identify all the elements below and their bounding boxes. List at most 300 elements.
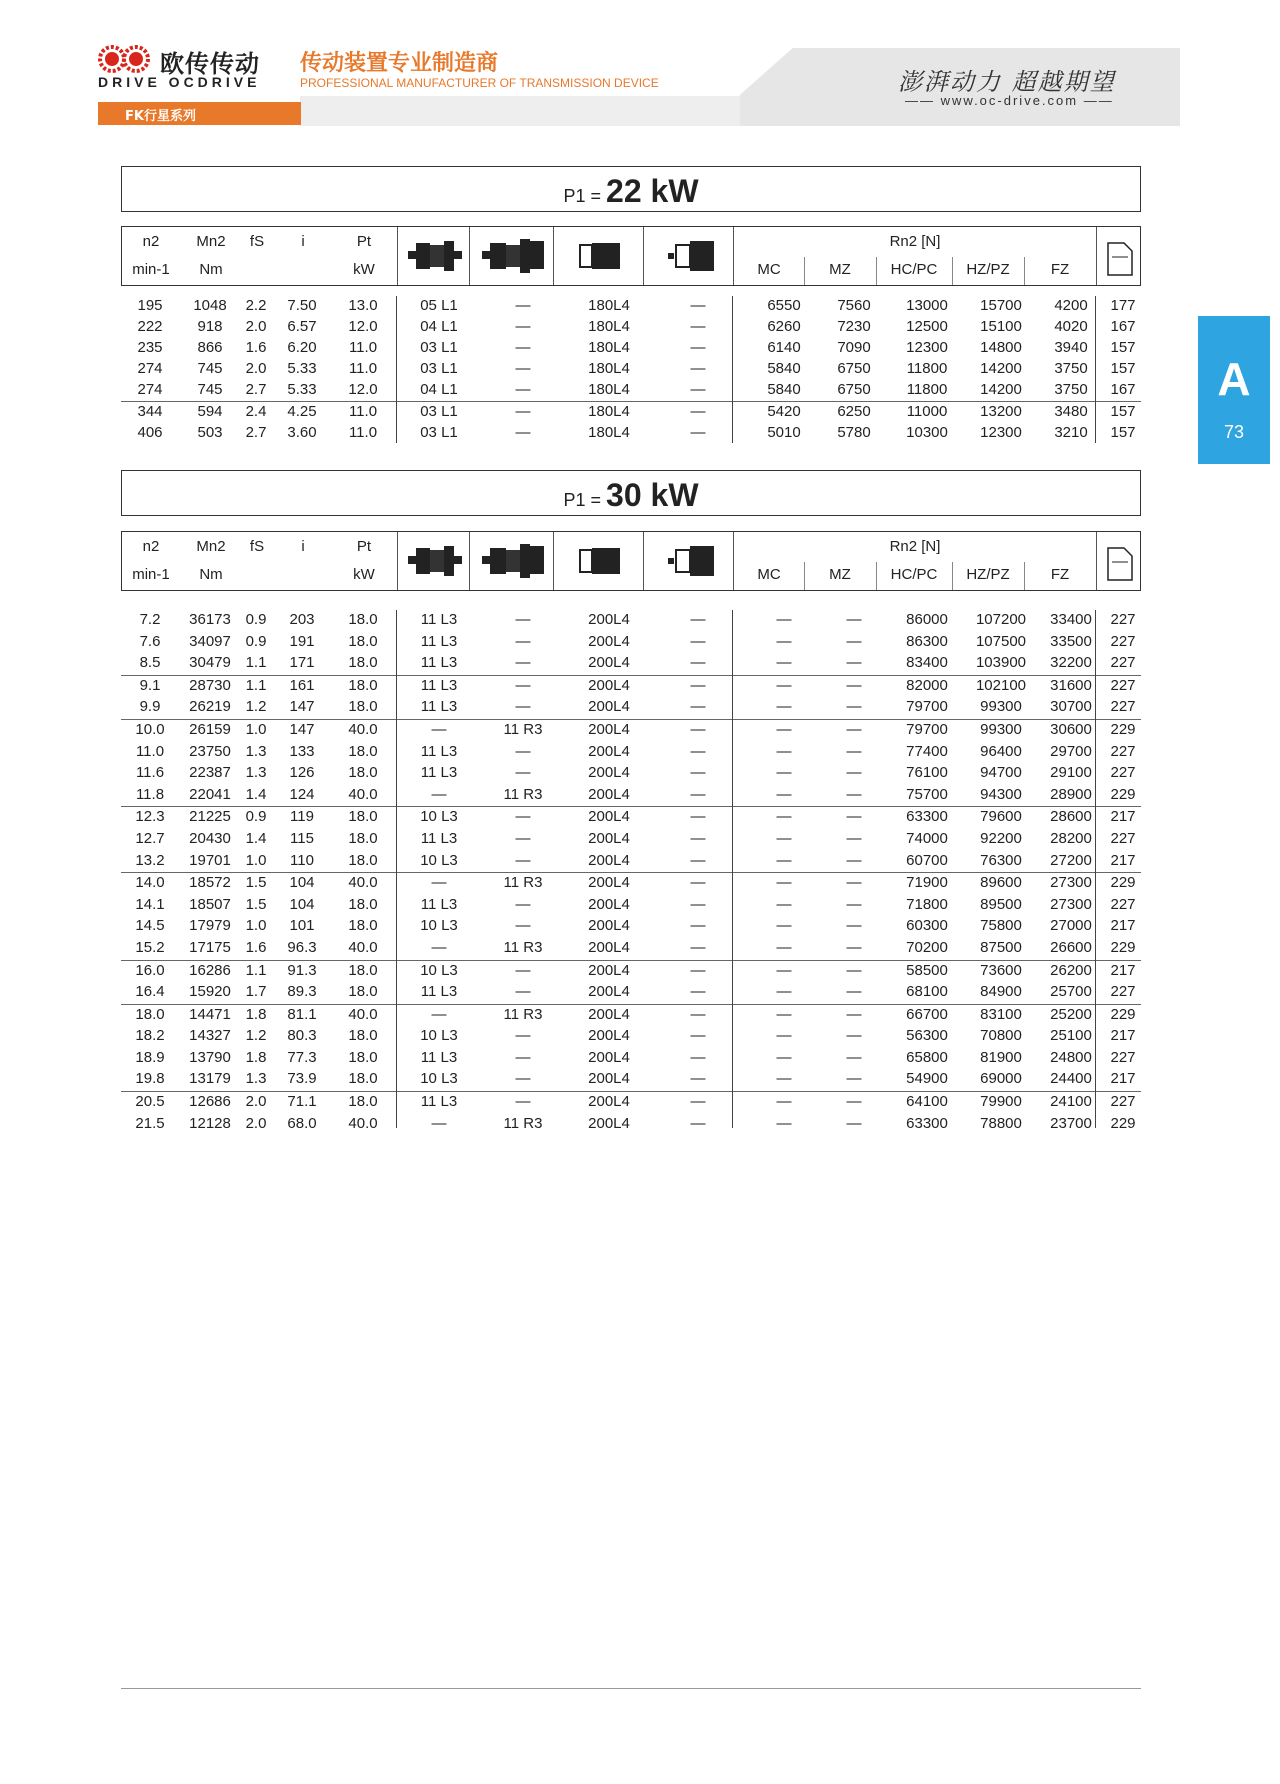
- cell-mz: 6750: [837, 381, 871, 398]
- brand-name-cn: 欧传传动: [160, 50, 260, 78]
- cell-n2: 9.1: [139, 676, 161, 694]
- cell-motor: 200L4: [588, 1005, 630, 1023]
- power-prefix: P1 =: [563, 186, 602, 206]
- cell-mn2: 13179: [189, 1070, 231, 1088]
- cell-inline-size: —: [431, 785, 447, 803]
- cell-foot-size: —: [515, 403, 531, 420]
- cell-hcpc: 11000: [906, 403, 948, 420]
- cell-fz: 27300: [1050, 874, 1092, 892]
- cell-fs: 2.7: [245, 424, 267, 441]
- cell-motor: 200L4: [588, 720, 630, 738]
- cell-n2: 11.0: [135, 742, 165, 760]
- cell-inline-size: 03 L1: [420, 339, 458, 356]
- cell-mc: —: [776, 676, 792, 694]
- gearbox-foot-icon: [482, 239, 544, 273]
- series-label: FK行星系列: [125, 109, 196, 124]
- cell-hcpc: 79700: [906, 720, 948, 738]
- cell-pt: 18.0: [348, 764, 378, 782]
- cell-mc: 6140: [767, 339, 801, 356]
- table-row: [121, 895, 1141, 917]
- cell-i: 89.3: [287, 983, 317, 1001]
- col-fs: fS: [249, 538, 265, 555]
- col-n2-unit: min-1: [132, 566, 170, 583]
- cell-hcpc: 82000: [906, 676, 948, 694]
- cell-fs: 1.6: [245, 938, 267, 956]
- cell-n2: 14.0: [135, 874, 165, 892]
- cell-foot-size: —: [515, 742, 531, 760]
- cell-fs: 1.1: [245, 961, 267, 979]
- cell-mz: —: [846, 720, 862, 738]
- cell-foot-size: 11 R3: [503, 720, 543, 738]
- cell-mz: —: [846, 742, 862, 760]
- col-pt: Pt: [356, 538, 372, 555]
- cell-motor: 200L4: [588, 961, 630, 979]
- cell-hzpz: 14200: [980, 381, 1022, 398]
- col-fs: fS: [249, 233, 265, 250]
- cell-i: 101: [289, 917, 315, 935]
- cell-mz: 7230: [837, 318, 871, 335]
- table-row: [121, 785, 1141, 807]
- table-row: [121, 763, 1141, 785]
- cell-motor-foot: —: [690, 1114, 706, 1132]
- cell-mc: 6550: [767, 297, 801, 314]
- dimension-page-icon: [1106, 542, 1134, 582]
- cell-pt: 11.0: [348, 360, 378, 377]
- cell-mn2: 30479: [189, 654, 231, 672]
- cell-fs: 1.0: [245, 851, 267, 869]
- cell-i: 71.1: [287, 1093, 317, 1111]
- cell-mz: 5780: [837, 424, 871, 441]
- cell-mn2: 14471: [189, 1005, 231, 1023]
- cell-mz: 6250: [837, 403, 871, 420]
- cell-dim: 227: [1110, 698, 1136, 716]
- cell-dim: 227: [1110, 742, 1136, 760]
- cell-inline-size: 11 L3: [420, 983, 458, 1001]
- table-row: [121, 401, 1141, 423]
- col-fz: FZ: [1050, 566, 1070, 583]
- cell-i: 6.20: [287, 339, 317, 356]
- cell-motor-foot: —: [690, 381, 706, 398]
- column-header-22: [121, 226, 1141, 286]
- cell-n2: 19.8: [135, 1070, 165, 1088]
- cell-inline-size: —: [431, 720, 447, 738]
- col-mc: MC: [757, 566, 781, 583]
- cell-pt: 40.0: [348, 1114, 378, 1132]
- table-row: [121, 719, 1141, 742]
- col-pt-unit: kW: [353, 261, 375, 278]
- cell-hzpz: 96400: [980, 742, 1022, 760]
- power-title-22: [122, 173, 1140, 210]
- cell-i: 6.57: [287, 318, 317, 335]
- cell-mc: —: [776, 1114, 792, 1132]
- cell-n2: 235: [137, 339, 163, 356]
- cell-foot-size: —: [515, 983, 531, 1001]
- cell-fs: 2.4: [245, 403, 267, 420]
- cell-mc: 6260: [767, 318, 801, 335]
- table-row: [121, 916, 1141, 938]
- cell-hcpc: 76100: [906, 764, 948, 782]
- cell-fz: 24800: [1050, 1048, 1092, 1066]
- cell-mn2: 594: [197, 403, 223, 420]
- table-30kw: [121, 610, 1141, 1135]
- section-tab: [1198, 316, 1270, 464]
- cell-fs: 1.1: [245, 676, 267, 694]
- cell-inline-size: 10 L3: [420, 851, 458, 869]
- cell-n2: 18.9: [135, 1048, 165, 1066]
- cell-motor: 200L4: [588, 917, 630, 935]
- cell-motor: 200L4: [588, 611, 630, 628]
- cell-hcpc: 54900: [906, 1070, 948, 1088]
- cell-n2: 8.5: [139, 654, 161, 672]
- cell-motor: 200L4: [588, 742, 630, 760]
- cell-foot-size: 11 R3: [503, 1114, 543, 1132]
- cell-motor: 200L4: [588, 895, 630, 913]
- table-row: [121, 653, 1141, 675]
- cell-inline-size: 11 L3: [420, 632, 458, 650]
- cell-n2: 344: [137, 403, 163, 420]
- cell-mz: —: [846, 1093, 862, 1111]
- cell-motor-foot: —: [690, 424, 706, 441]
- cell-hzpz: 94300: [980, 785, 1022, 803]
- cell-n2: 195: [137, 297, 163, 314]
- website-url: —— www.oc-drive.com ——: [905, 93, 1114, 108]
- gearbox-inline-icon: [408, 239, 462, 273]
- cell-hzpz: 15700: [980, 297, 1022, 314]
- cell-pt: 13.0: [348, 297, 378, 314]
- cell-n2: 10.0: [135, 720, 165, 738]
- cell-hcpc: 79700: [906, 698, 948, 716]
- cell-fz: 27000: [1050, 917, 1092, 935]
- cell-motor-foot: —: [690, 403, 706, 420]
- cell-hcpc: 75700: [906, 785, 948, 803]
- cell-mn2: 12128: [189, 1114, 231, 1132]
- cell-pt: 12.0: [348, 318, 378, 335]
- table-row: [121, 1069, 1141, 1091]
- column-divider: [1095, 296, 1096, 443]
- cell-dim: 217: [1110, 808, 1136, 826]
- cell-fz: 3940: [1054, 339, 1088, 356]
- cell-pt: 18.0: [348, 961, 378, 979]
- cell-mc: —: [776, 1070, 792, 1088]
- cell-mz: —: [846, 961, 862, 979]
- cell-n2: 13.2: [135, 851, 165, 869]
- cell-hcpc: 11800: [906, 381, 948, 398]
- cell-fz: 4200: [1054, 297, 1088, 314]
- cell-inline-size: 03 L1: [420, 360, 458, 377]
- cell-mc: 5840: [767, 360, 801, 377]
- cell-dim: 227: [1110, 1093, 1136, 1111]
- cell-hzpz: 107200: [975, 611, 1027, 628]
- cell-fs: 1.1: [245, 654, 267, 672]
- cell-fs: 1.4: [245, 785, 267, 803]
- table-row: [121, 1114, 1141, 1136]
- cell-dim: 157: [1110, 360, 1136, 377]
- cell-inline-size: 10 L3: [420, 961, 458, 979]
- cell-foot-size: —: [515, 961, 531, 979]
- cell-hzpz: 70800: [980, 1027, 1022, 1045]
- cell-motor-foot: —: [690, 1093, 706, 1111]
- tagline-cn: 传动装置专业制造商: [300, 51, 499, 76]
- cell-fz: 33500: [1050, 632, 1092, 650]
- column-divider: [1095, 610, 1096, 1128]
- table-row: [121, 742, 1141, 764]
- cell-hcpc: 56300: [906, 1027, 948, 1045]
- cell-hzpz: 103900: [975, 654, 1027, 672]
- cell-foot-size: —: [515, 611, 531, 628]
- cell-hcpc: 11800: [906, 360, 948, 377]
- cell-hzpz: 89600: [980, 874, 1022, 892]
- cell-dim: 229: [1110, 874, 1136, 892]
- table-row: [121, 806, 1141, 829]
- cell-motor-foot: —: [690, 764, 706, 782]
- table-row: [121, 1048, 1141, 1070]
- cell-mn2: 36173: [189, 611, 231, 628]
- col-mn2: Mn2: [196, 538, 226, 555]
- cell-hcpc: 65800: [906, 1048, 948, 1066]
- series-bar: [98, 102, 301, 125]
- cell-dim: 217: [1110, 851, 1136, 869]
- cell-n2: 12.7: [135, 829, 165, 847]
- cell-fs: 1.2: [245, 698, 267, 716]
- cell-fz: 31600: [1050, 676, 1092, 694]
- column-divider: [396, 610, 397, 1128]
- cell-dim: 229: [1110, 938, 1136, 956]
- cell-hcpc: 77400: [906, 742, 948, 760]
- cell-hzpz: 79600: [980, 808, 1022, 826]
- cell-i: 96.3: [287, 938, 317, 956]
- cell-foot-size: —: [515, 1093, 531, 1111]
- cell-fz: 4020: [1054, 318, 1088, 335]
- cell-motor: 200L4: [588, 1027, 630, 1045]
- cell-mz: —: [846, 654, 862, 672]
- cell-mz: 6750: [837, 360, 871, 377]
- cell-motor: 200L4: [588, 808, 630, 826]
- cell-pt: 40.0: [348, 1005, 378, 1023]
- brand-name-en: DRIVE OCDRIVE: [98, 74, 261, 90]
- cell-motor-foot: —: [690, 632, 706, 650]
- cell-pt: 18.0: [348, 917, 378, 935]
- cell-motor-foot: —: [690, 742, 706, 760]
- cell-hzpz: 87500: [980, 938, 1022, 956]
- cell-motor: 200L4: [588, 829, 630, 847]
- cell-mc: —: [776, 632, 792, 650]
- cell-mc: —: [776, 961, 792, 979]
- footer-divider: [121, 1688, 1141, 1689]
- cell-fz: 30700: [1050, 698, 1092, 716]
- cell-fz: 24400: [1050, 1070, 1092, 1088]
- cell-mn2: 28730: [189, 676, 231, 694]
- cell-i: 104: [289, 874, 315, 892]
- power-title-30: [122, 477, 1140, 514]
- cell-hcpc: 71900: [906, 874, 948, 892]
- cell-fs: 1.0: [245, 720, 267, 738]
- cell-i: 4.25: [287, 403, 317, 420]
- cell-mz: —: [846, 698, 862, 716]
- table-row: [121, 317, 1141, 338]
- cell-fs: 1.8: [245, 1005, 267, 1023]
- cell-i: 73.9: [287, 1070, 317, 1088]
- cell-motor-foot: —: [690, 785, 706, 803]
- cell-pt: 40.0: [348, 785, 378, 803]
- cell-mn2: 12686: [189, 1093, 231, 1111]
- dimension-page-icon: [1106, 237, 1134, 277]
- cell-hcpc: 74000: [906, 829, 948, 847]
- cell-hzpz: 13200: [980, 403, 1022, 420]
- cell-i: 104: [289, 895, 315, 913]
- cell-motor: 200L4: [588, 764, 630, 782]
- cell-motor-foot: —: [690, 1027, 706, 1045]
- cell-mn2: 1048: [193, 297, 227, 314]
- cell-i: 80.3: [287, 1027, 317, 1045]
- cell-mz: —: [846, 676, 862, 694]
- cell-inline-size: 11 L3: [420, 1048, 458, 1066]
- power-box-22: [121, 166, 1141, 212]
- cell-mc: 5010: [767, 424, 801, 441]
- cell-i: 126: [289, 764, 315, 782]
- col-hzpz: HZ/PZ: [966, 566, 1010, 583]
- table-22kw: [121, 296, 1141, 444]
- cell-hzpz: 14200: [980, 360, 1022, 377]
- cell-motor: 200L4: [588, 874, 630, 892]
- cell-mc: —: [776, 764, 792, 782]
- cell-n2: 7.6: [139, 632, 161, 650]
- cell-pt: 18.0: [348, 1048, 378, 1066]
- cell-fs: 2.0: [245, 318, 267, 335]
- cell-pt: 40.0: [348, 938, 378, 956]
- cell-dim: 229: [1110, 720, 1136, 738]
- cell-pt: 18.0: [348, 1093, 378, 1111]
- cell-mz: —: [846, 785, 862, 803]
- cell-pt: 11.0: [348, 339, 378, 356]
- cell-mn2: 18572: [189, 874, 231, 892]
- cell-dim: 217: [1110, 1027, 1136, 1045]
- cell-mc: —: [776, 983, 792, 1001]
- cell-pt: 18.0: [348, 654, 378, 672]
- table-row: [121, 960, 1141, 983]
- cell-hcpc: 12300: [906, 339, 948, 356]
- cell-motor-foot: —: [690, 1005, 706, 1023]
- col-pt-unit: kW: [353, 566, 375, 583]
- cell-foot-size: —: [515, 829, 531, 847]
- col-hcpc: HC/PC: [890, 261, 938, 278]
- motor-flange-icon: [578, 544, 622, 578]
- col-rn2: Rn2 [N]: [889, 233, 941, 250]
- cell-mn2: 16286: [189, 961, 231, 979]
- cell-fs: 1.5: [245, 895, 267, 913]
- power-prefix: P1 =: [563, 490, 602, 510]
- cell-n2: 406: [137, 424, 163, 441]
- col-pt: Pt: [356, 233, 372, 250]
- cell-mc: —: [776, 611, 792, 628]
- col-n2: n2: [142, 233, 160, 250]
- cell-foot-size: —: [515, 1027, 531, 1045]
- cell-pt: 18.0: [348, 851, 378, 869]
- cell-n2: 16.0: [135, 961, 165, 979]
- cell-hcpc: 12500: [906, 318, 948, 335]
- cell-foot-size: —: [515, 339, 531, 356]
- gearbox-inline-icon: [408, 544, 462, 578]
- col-hzpz: HZ/PZ: [966, 261, 1010, 278]
- cell-foot-size: —: [515, 1048, 531, 1066]
- cell-inline-size: 11 L3: [420, 742, 458, 760]
- col-mc: MC: [757, 261, 781, 278]
- cell-motor: 180L4: [588, 424, 630, 441]
- cell-mz: —: [846, 1005, 862, 1023]
- cell-motor: 200L4: [588, 676, 630, 694]
- power-value: 30 kW: [606, 477, 699, 513]
- cell-mc: —: [776, 1093, 792, 1111]
- cell-mn2: 22387: [189, 764, 231, 782]
- cell-fs: 1.3: [245, 1070, 267, 1088]
- cell-n2: 274: [137, 381, 163, 398]
- page-number: 73: [1223, 422, 1245, 442]
- cell-motor-foot: —: [690, 917, 706, 935]
- cell-mz: —: [846, 983, 862, 1001]
- cell-mn2: 745: [197, 360, 223, 377]
- motor-foot-icon: [668, 239, 716, 273]
- cell-hcpc: 66700: [906, 1005, 948, 1023]
- cell-mz: —: [846, 1027, 862, 1045]
- cell-mn2: 19701: [189, 851, 231, 869]
- cell-i: 147: [289, 698, 315, 716]
- cell-motor: 180L4: [588, 403, 630, 420]
- cell-dim: 227: [1110, 611, 1136, 628]
- cell-n2: 222: [137, 318, 163, 335]
- table-row: [121, 359, 1141, 380]
- cell-fs: 1.5: [245, 874, 267, 892]
- table-row: [121, 851, 1141, 873]
- cell-i: 3.60: [287, 424, 317, 441]
- cell-motor: 180L4: [588, 297, 630, 314]
- cell-mz: —: [846, 1048, 862, 1066]
- cell-mz: —: [846, 829, 862, 847]
- cell-fs: 2.0: [245, 1093, 267, 1111]
- table-row: [121, 938, 1141, 960]
- cell-hzpz: 73600: [980, 961, 1022, 979]
- cell-hzpz: 92200: [980, 829, 1022, 847]
- cell-dim: 167: [1110, 381, 1136, 398]
- cell-dim: 227: [1110, 895, 1136, 913]
- cell-fs: 0.9: [245, 808, 267, 826]
- cell-pt: 12.0: [348, 381, 378, 398]
- slogan: 澎湃动力 超越期望: [898, 68, 1116, 96]
- cell-inline-size: 11 L3: [420, 698, 458, 716]
- cell-mz: —: [846, 632, 862, 650]
- cell-i: 119: [290, 808, 314, 826]
- cell-pt: 18.0: [348, 983, 378, 1001]
- col-hcpc: HC/PC: [890, 566, 938, 583]
- cell-n2: 16.4: [135, 983, 165, 1001]
- cell-hcpc: 64100: [906, 1093, 948, 1111]
- cell-motor-foot: —: [690, 808, 706, 826]
- column-divider: [732, 296, 733, 443]
- cell-foot-size: —: [515, 764, 531, 782]
- cell-fz: 28900: [1050, 785, 1092, 803]
- cell-mz: —: [846, 808, 862, 826]
- cell-i: 91.3: [287, 961, 317, 979]
- cell-motor-foot: —: [690, 360, 706, 377]
- tagline-en: PROFESSIONAL MANUFACTURER OF TRANSMISSION DEVICE: [300, 76, 659, 90]
- cell-dim: 217: [1110, 1070, 1136, 1088]
- cell-fs: 2.7: [245, 381, 267, 398]
- cell-mn2: 866: [197, 339, 223, 356]
- cell-fs: 1.7: [245, 983, 267, 1001]
- cell-foot-size: 11 R3: [503, 938, 543, 956]
- cell-pt: 18.0: [348, 698, 378, 716]
- cell-motor-foot: —: [690, 318, 706, 335]
- cell-mz: —: [846, 1114, 862, 1132]
- cell-motor: 180L4: [588, 318, 630, 335]
